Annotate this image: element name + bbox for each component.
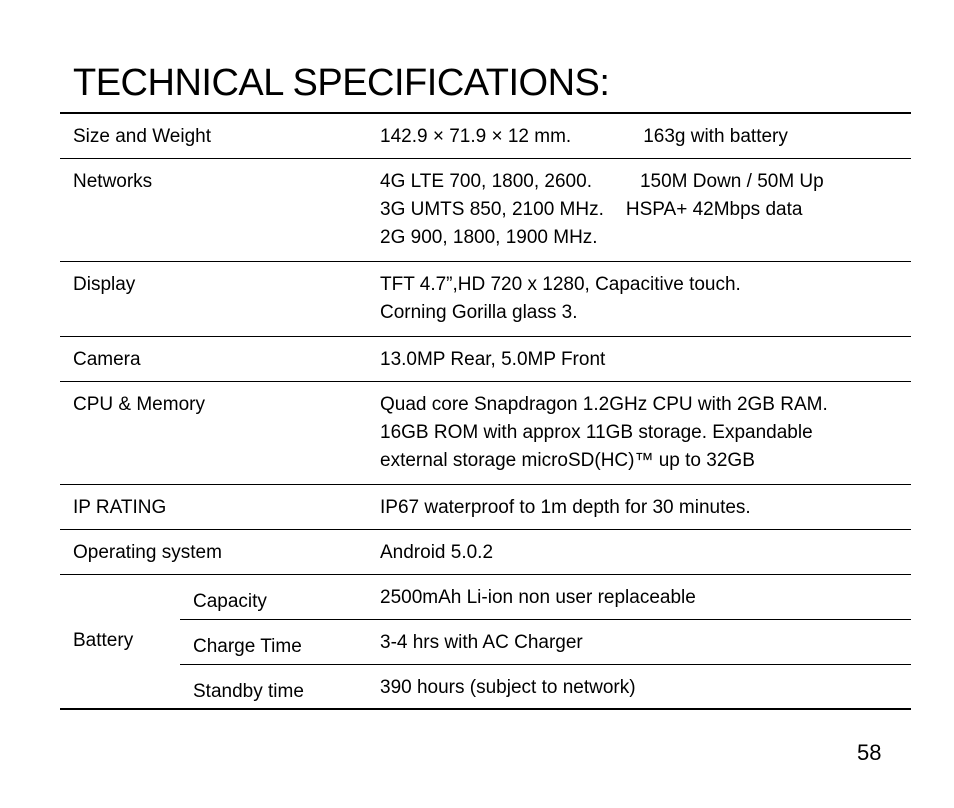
spec-value	[367, 113, 911, 158]
network-lte-speed: 150M Down / 50M Up	[639, 170, 824, 192]
spec-value	[367, 261, 911, 336]
spec-label: IP RATING	[73, 496, 167, 518]
spec-row-os	[60, 529, 911, 574]
spec-row-cpu	[60, 381, 911, 484]
spec-label: Display	[73, 273, 136, 295]
spec-value: 13.0MP Rear, 5.0MP Front	[380, 348, 606, 370]
size-dimensions: 142.9 × 71.9 × 12 mm.	[380, 126, 572, 147]
battery-standby-value: 390 hours (subject to network)	[380, 676, 636, 698]
battery-charge-value: 3-4 hrs with AC Charger	[380, 631, 583, 653]
display-line-1: TFT 4.7”,HD 720 x 1280, Capacitive touch.	[380, 273, 741, 295]
spec-value: Android 5.0.2	[380, 541, 494, 563]
cpu-line-1: Quad core Snapdragon 1.2GHz CPU with 2GB RAM.	[380, 393, 828, 415]
spec-row-battery-standby	[60, 664, 911, 709]
network-lte: 4G LTE 700, 1800, 2600.	[380, 170, 592, 192]
battery-sub-label: Charge Time	[193, 635, 302, 657]
spec-row-networks	[60, 158, 911, 261]
spec-label: Networks	[73, 170, 153, 192]
network-gsm: 2G 900, 1800, 1900 MHz.	[380, 226, 598, 248]
spec-label: Size and Weight	[73, 126, 212, 147]
spec-row-display	[60, 261, 911, 336]
spec-row-battery-capacity	[60, 574, 911, 619]
battery-sub-label: Capacity	[193, 590, 267, 612]
battery-sub-label: Standby time	[193, 680, 304, 702]
size-weight: 163g with battery	[643, 126, 788, 147]
network-umts: 3G UMTS 850, 2100 MHz.	[380, 198, 604, 220]
spec-row-size	[60, 113, 911, 158]
page-number: 58	[857, 740, 882, 765]
cpu-line-2: 16GB ROM with approx 11GB storage. Expandable	[380, 421, 813, 443]
spec-row-battery-charge	[60, 619, 911, 664]
spec-table	[60, 112, 911, 710]
spec-label: Operating system	[73, 541, 222, 563]
spec-row-camera	[60, 336, 911, 381]
spec-label: Camera	[73, 348, 141, 370]
spec-label: CPU & Memory	[73, 393, 205, 415]
battery-capacity-value: 2500mAh Li-ion non user replaceable	[380, 586, 696, 608]
spec-value	[367, 381, 911, 484]
spec-value	[367, 158, 911, 261]
cpu-line-3: external storage microSD(HC)™ up to 32GB	[380, 449, 755, 471]
spec-row-ip	[60, 484, 911, 529]
display-line-2: Corning Gorilla glass 3.	[380, 301, 578, 323]
network-umts-speed: HSPA+ 42Mbps data	[625, 198, 803, 220]
spec-label-battery: Battery	[73, 630, 134, 652]
page-title: TECHNICAL SPECIFICATIONS:	[73, 62, 610, 104]
spec-value: IP67 waterproof to 1m depth for 30 minutes.	[380, 496, 751, 518]
